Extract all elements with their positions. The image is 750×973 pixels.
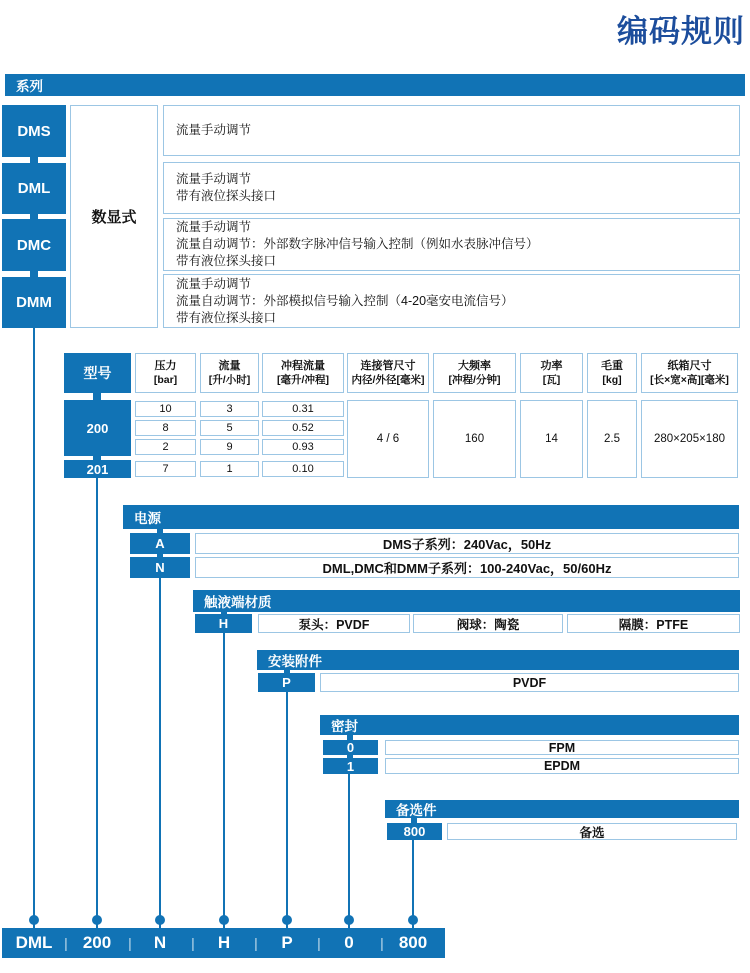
code-separator: |: [317, 935, 321, 951]
model-header-box: 型号: [64, 353, 131, 393]
col-label: 毛重: [601, 360, 623, 372]
col-unit: 内径/外径[毫米]: [351, 374, 425, 386]
code-segment-power: N: [153, 933, 167, 952]
connector-line-series: [33, 328, 35, 928]
table-cell: 3: [200, 401, 259, 417]
column-header-pipe-size: [347, 353, 429, 393]
code-segment-series: DML: [15, 933, 53, 952]
series-code-dms: DMS: [2, 105, 66, 157]
options-section-label: 备选件: [396, 803, 437, 818]
connector-dot: [155, 915, 165, 925]
table-cell: 5: [200, 420, 259, 436]
power-desc-a: DMS子系列：240Vac，50Hz: [195, 533, 739, 554]
col-label: 流量: [218, 360, 241, 372]
power-code-a: A: [130, 533, 190, 554]
series-desc-dmc: [163, 218, 740, 271]
col-unit: [毫升/冲程]: [277, 374, 329, 386]
column-header-power: [520, 353, 583, 393]
table-cell: 0.52: [262, 420, 344, 436]
column-header-max-frequency: [433, 353, 516, 393]
material-cell-diaphragm: 隔膜：PTFE: [567, 614, 740, 633]
connector-dot: [29, 915, 39, 925]
connector-line-seal: [348, 774, 350, 928]
table-cell: 10: [135, 401, 196, 417]
mounting-section-bar: [257, 650, 739, 670]
seal-code-0: 0: [323, 740, 378, 755]
merged-cell-power: 14: [520, 400, 583, 478]
col-unit: [升/小时]: [208, 374, 251, 386]
seal-section-bar: [320, 715, 739, 735]
series-code-dmm: DMM: [2, 277, 66, 328]
col-label: 大频率: [458, 360, 491, 372]
series-section-label: 系列: [16, 79, 43, 94]
col-unit: [kg]: [602, 374, 622, 386]
desc-line: 流量手动调节: [176, 172, 252, 186]
code-segment-options: 800: [398, 933, 428, 952]
merged-cell-frequency: 160: [433, 400, 516, 478]
model-box-200: 200: [64, 400, 131, 456]
col-unit: [瓦]: [542, 374, 561, 386]
code-segment-material: H: [217, 933, 231, 952]
desc-line: 带有液位探头接口: [176, 189, 277, 203]
connector-dot: [408, 915, 418, 925]
desc-line: 带有液位探头接口: [176, 310, 277, 325]
connector-dot: [344, 915, 354, 925]
power-section-bar: [123, 505, 739, 529]
code-separator: |: [254, 935, 258, 951]
col-label: 纸箱尺寸: [667, 360, 712, 372]
col-label: 冲程流量: [281, 360, 325, 372]
column-header-carton-size: [641, 353, 738, 393]
col-label: 功率: [540, 360, 563, 372]
seal-desc-epdm: EPDM: [385, 758, 739, 774]
product-code-bar: [2, 928, 445, 958]
connector-line-model: [96, 478, 98, 928]
series-desc-dmm: [163, 274, 740, 328]
connector-dot: [282, 915, 292, 925]
material-code-h: H: [195, 614, 252, 633]
options-code-800: 800: [387, 823, 442, 840]
desc-line: 流量自动调节：外部模拟信号输入控制（4-20毫安电流信号）: [176, 293, 514, 308]
connector: [93, 393, 101, 400]
series-desc-dms: [163, 105, 740, 156]
desc-line: 流量手动调节: [176, 276, 252, 291]
col-unit: [冲程/分钟]: [448, 374, 501, 386]
material-section-bar: [193, 590, 740, 612]
column-header-pressure: [135, 353, 196, 393]
series-section-bar: [5, 74, 745, 96]
table-cell: 8: [135, 420, 196, 436]
code-separator: |: [64, 935, 68, 951]
desc-line: 流量手动调节: [176, 220, 252, 234]
desc-line: 流量手动调节: [176, 123, 252, 137]
code-separator: |: [191, 935, 195, 951]
col-label: 压力: [154, 360, 177, 372]
series-code-dmc: DMC: [2, 219, 66, 271]
code-separator: |: [128, 935, 132, 951]
desc-line: 流量自动调节：外部数字脉冲信号输入控制（例如水表脉冲信号）: [176, 237, 539, 251]
seal-desc-fpm: FPM: [385, 740, 739, 755]
table-cell: 7: [135, 461, 196, 477]
power-section-label: 电源: [134, 511, 161, 526]
material-section-label: 触液端材质: [204, 595, 272, 610]
power-desc-n: DML,DMC和DMM子系列：100-240Vac，50/60Hz: [195, 557, 739, 578]
series-group-box: 数显式: [70, 105, 158, 328]
table-cell: 9: [200, 439, 259, 455]
col-unit: [bar]: [153, 374, 178, 386]
mounting-section-label: 安装附件: [268, 654, 322, 669]
merged-cell-carton: 280×205×180: [641, 400, 738, 478]
page-title: 编码规则: [617, 14, 745, 49]
series-code-dml: DML: [2, 163, 66, 214]
table-cell: 1: [200, 461, 259, 477]
series-desc-dml: [163, 162, 740, 214]
mounting-desc: PVDF: [320, 673, 739, 692]
seal-code-1: 1: [323, 758, 378, 774]
table-cell: 0.31: [262, 401, 344, 417]
seal-section-label: 密封: [331, 719, 358, 734]
connector-line-power: [159, 578, 161, 928]
code-separator: |: [380, 935, 384, 951]
desc-line: 带有液位探头接口: [176, 254, 277, 268]
connector-dot: [92, 915, 102, 925]
material-cell-pump-head: 泵头：PVDF: [258, 614, 410, 633]
table-cell: 0.93: [262, 439, 344, 455]
connector-line-mounting: [286, 692, 288, 928]
power-code-n: N: [130, 557, 190, 578]
column-header-weight: [587, 353, 637, 393]
col-label: 连接管尺寸: [360, 360, 416, 372]
table-cell: 0.10: [262, 461, 344, 477]
merged-cell-pipe-size: 4 / 6: [347, 400, 429, 478]
material-cell-valve-ball: 阀球：陶瓷: [413, 614, 563, 633]
column-header-flow: [200, 353, 259, 393]
table-cell: 2: [135, 439, 196, 455]
code-segment-seal: 0: [344, 933, 354, 952]
column-header-stroke-volume: [262, 353, 344, 393]
options-section-bar: [385, 800, 739, 818]
mounting-code-p: P: [258, 673, 315, 692]
code-segment-mounting: P: [281, 933, 293, 952]
code-segment-model: 200: [82, 933, 112, 952]
options-desc: 备选: [447, 823, 737, 840]
col-unit: [长×宽×高][毫米]: [650, 374, 729, 386]
merged-cell-weight: 2.5: [587, 400, 637, 478]
connector-dot: [219, 915, 229, 925]
connector-line-material: [223, 633, 225, 928]
model-box-201: 201: [64, 460, 131, 478]
